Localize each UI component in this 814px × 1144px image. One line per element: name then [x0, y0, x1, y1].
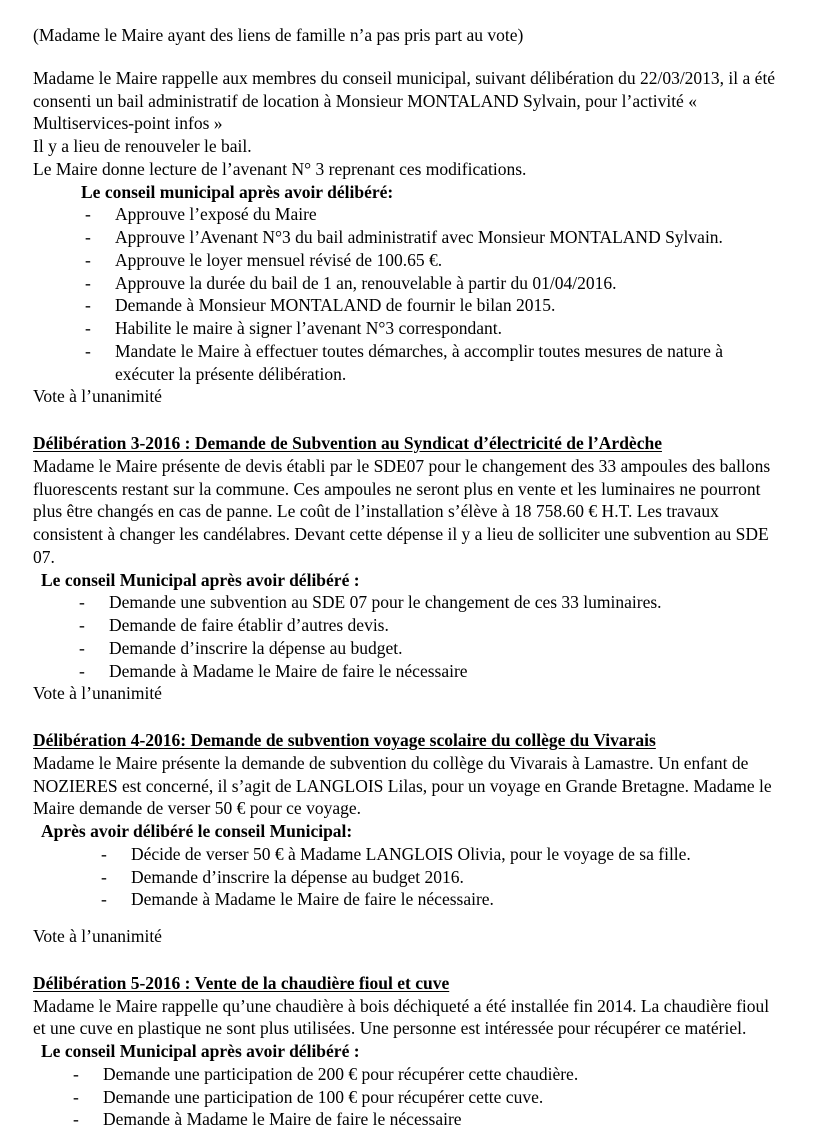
dash-bullet: -	[85, 227, 91, 247]
list-item	[79, 614, 776, 637]
list-item	[79, 637, 776, 660]
spacer	[33, 948, 776, 972]
section-1-vote: Vote à l’unanimité	[33, 386, 162, 407]
dash-bullet: -	[101, 889, 107, 910]
list-item	[85, 317, 776, 340]
list-item-text: Demande une subvention au SDE 07 pour le changement de ces 33 luminaires.	[109, 592, 662, 613]
list-item-text: Habilite le maire à signer l’avenant N°3 correspondant.	[115, 318, 502, 338]
dash-bullet: -	[85, 272, 91, 293]
dash-bullet: -	[85, 295, 91, 316]
section-1-paragraph: Madame le Maire rappelle aux membres du conseil municipal, suivant délibération du 22/03/2013, il a été consenti un bail administratif de location à Monsieur MONTALAND Sylvain, pour l’activité « Multiservices-point infos »	[33, 67, 776, 134]
section-1-list	[33, 203, 776, 385]
list-item-text: Demande d’inscrire la dépense au budget.	[109, 637, 403, 658]
dash-bullet: -	[79, 592, 85, 613]
section-2-vote: Vote à l’unanimité	[33, 683, 162, 704]
list-item	[85, 272, 776, 295]
list-item	[79, 660, 776, 683]
section-3-subheading: Après avoir délibéré le conseil Municipal:	[41, 821, 353, 841]
dash-bullet: -	[85, 340, 91, 361]
section-2-subheading: Le conseil Municipal après avoir délibéré :	[41, 569, 360, 590]
dash-bullet: -	[85, 204, 91, 225]
dash-bullet: -	[79, 615, 85, 635]
section-subvention-electricite	[33, 432, 776, 705]
list-item	[85, 340, 776, 386]
dash-bullet: -	[73, 1086, 79, 1107]
spacer	[33, 705, 776, 729]
dash-bullet: -	[101, 866, 107, 887]
list-item	[101, 888, 776, 911]
section-3-paragraph: Madame le Maire présente la demande de subvention du collège du Vivarais à Lamastre. Un enfant de NOZIERES est concerné, il s’agit de LANGLOIS Lilas, pour un voyage en Grande Bretagne. Madame le Maire demande de verser 50 € pour ce voyage.	[33, 752, 772, 819]
spacer	[33, 408, 776, 432]
list-item-text: Demande à Madame le Maire de faire le nécessaire	[103, 1109, 462, 1130]
dash-bullet: -	[85, 318, 91, 338]
spacer	[33, 47, 776, 67]
section-2-list	[33, 591, 776, 682]
list-item-text: Demande de faire établir d’autres devis.	[109, 615, 389, 635]
section-3-list	[33, 843, 776, 911]
list-item-text: Mandate le Maire à effectuer toutes démarches, à accomplir toutes mesures de nature à exécuter la présente délibération.	[115, 340, 724, 384]
list-item-text: Approuve l’exposé du Maire	[115, 204, 317, 225]
section-4-list	[33, 1063, 776, 1131]
list-item-text: Demande une participation de 100 € pour récupérer cette cuve.	[103, 1086, 544, 1107]
list-item-text: Décide de verser 50 € à Madame LANGLOIS Olivia, pour le voyage de sa fille.	[131, 843, 691, 864]
section-bail	[33, 67, 776, 408]
list-item	[85, 203, 776, 226]
section-vente-chaudiere	[33, 972, 776, 1131]
dash-bullet: -	[73, 1063, 79, 1084]
list-item	[85, 294, 776, 317]
section-4-paragraph: Madame le Maire rappelle qu’une chaudière à bois déchiqueté a été installée fin 2014. La chaudière fioul et une cuve en plastique ne sont plus utilisées. Une personne est intéressée pour récupérer ce matériel.	[33, 995, 770, 1039]
section-2-heading: Délibération 3-2016 : Demande de Subvention au Syndicat d’électricité de l’Ardèche	[33, 433, 662, 453]
list-item-text: Demande à Madame le Maire de faire le nécessaire	[109, 660, 468, 681]
list-item	[79, 591, 776, 614]
section-1-line-3: Le Maire donne lecture de l’avenant N° 3 reprenant ces modifications.	[33, 158, 527, 179]
section-1-line-2: Il y a lieu de renouveler le bail.	[33, 136, 252, 156]
section-2-paragraph: Madame le Maire présente de devis établi par le SDE07 pour le changement des 33 ampoules des ballons fluorescents restant sur la commune. Ces ampoules ne seront plus en vente et les luminaires ne pourront plus être changés en cas de panne. Le coût de l’installation s’élève à 18 758.60 € H.T. Les travaux consistent à changer les candélabres. Devant cette dépense il y a lieu de solliciter une subvention au SDE 07.	[33, 455, 771, 567]
spacer	[33, 911, 776, 925]
section-4-heading: Délibération 5-2016 : Vente de la chaudière fioul et cuve	[33, 972, 450, 993]
section-4-subheading: Le conseil Municipal après avoir délibéré :	[41, 1041, 360, 1061]
list-item	[101, 843, 776, 866]
dash-bullet: -	[79, 660, 85, 681]
list-item	[73, 1108, 776, 1131]
dash-bullet: -	[73, 1109, 79, 1130]
list-item	[85, 226, 776, 249]
section-3-heading: Délibération 4-2016: Demande de subvention voyage scolaire du collège du Vivarais	[33, 730, 656, 750]
list-item-text: Demande à Monsieur MONTALAND de fournir le bilan 2015.	[115, 295, 556, 316]
intro-note: (Madame le Maire ayant des liens de famille n’a pas pris part au vote)	[33, 25, 524, 45]
list-item-text: Demande une participation de 200 € pour récupérer cette chaudière.	[103, 1063, 579, 1084]
section-3-vote: Vote à l’unanimité	[33, 926, 162, 946]
list-item	[73, 1063, 776, 1086]
section-1-subheading: Le conseil municipal après avoir délibéré:	[81, 181, 394, 202]
list-item-text: Approuve l’Avenant N°3 du bail administratif avec Monsieur MONTALAND Sylvain.	[115, 227, 723, 247]
dash-bullet: -	[101, 843, 107, 864]
list-item-text: Demande d’inscrire la dépense au budget 2016.	[131, 866, 464, 887]
list-item-text: Approuve la durée du bail de 1 an, renouvelable à partir du 01/04/2016.	[115, 272, 617, 293]
dash-bullet: -	[85, 249, 91, 270]
list-item	[85, 249, 776, 272]
list-item-text: Demande à Madame le Maire de faire le nécessaire.	[131, 889, 494, 910]
list-item	[101, 866, 776, 889]
section-voyage-scolaire	[33, 729, 776, 948]
list-item-text: Approuve le loyer mensuel révisé de 100.65 €.	[115, 249, 443, 270]
list-item	[73, 1086, 776, 1109]
dash-bullet: -	[79, 637, 85, 658]
